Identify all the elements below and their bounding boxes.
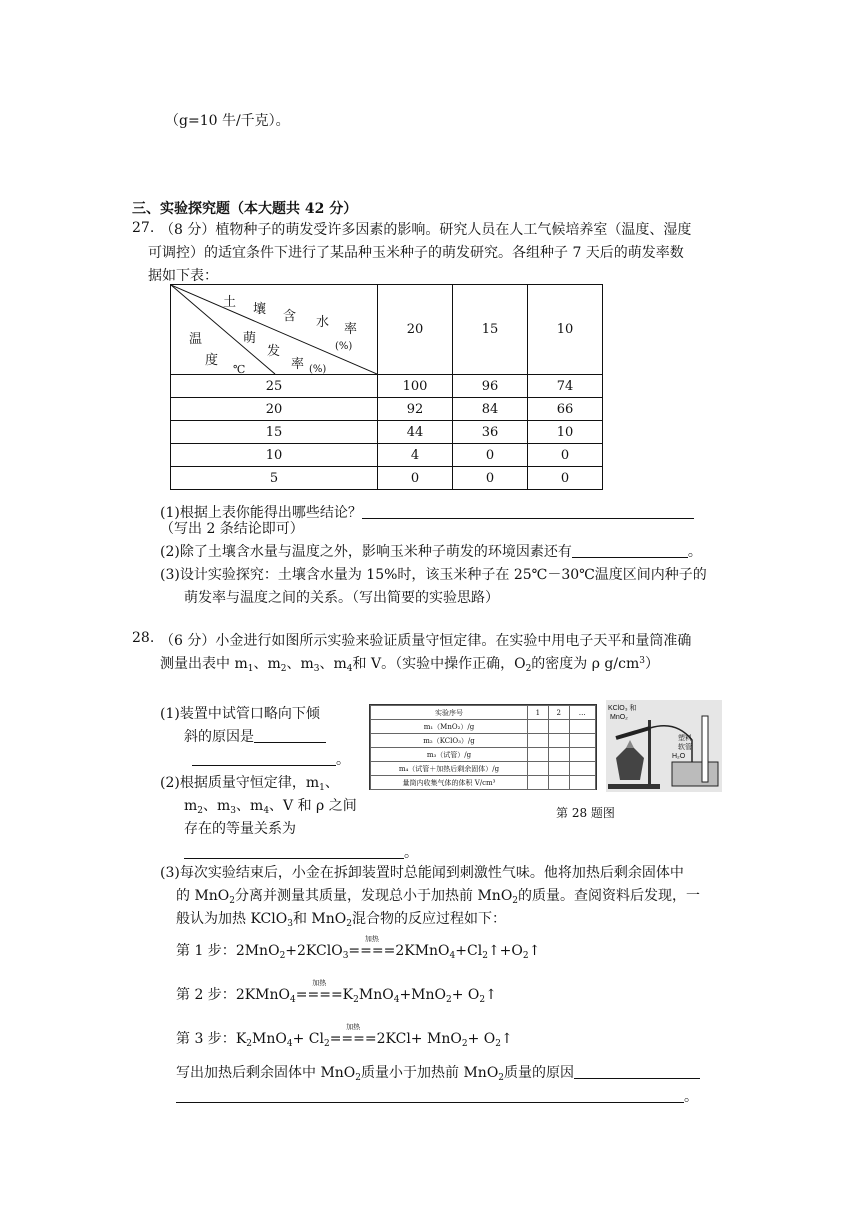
subscript: 1 (319, 783, 325, 793)
text: 写出加热后剩余固体中 MnO (176, 1065, 356, 1081)
col-header-15: 15 (453, 285, 528, 375)
diag-top-5: (%) (335, 341, 353, 352)
subscript: 2 (525, 664, 532, 674)
stand-base (608, 784, 660, 789)
cell: 36 (453, 421, 528, 444)
reaction-step-3: 第 3 步：$K_2MnO_4+ Cl_2$ 加热 $====2KCl+ MnO_2+ O_2↑$ (176, 1023, 513, 1049)
subscript: 4 (346, 664, 353, 674)
subscript: 3 (342, 951, 349, 961)
answer-blank[interactable] (574, 1064, 700, 1079)
diag-top-0: 土 (223, 295, 237, 310)
q27-sub2 (160, 541, 702, 561)
text: 测量出表中 m (160, 656, 248, 672)
diag-top-1: 壤 (253, 302, 267, 317)
q28-sub1-line2 (184, 726, 326, 746)
q27-number: 27. (132, 220, 155, 236)
text: 的 MnO (176, 888, 230, 904)
subscript: 2 (280, 664, 287, 674)
answer-blank[interactable] (362, 504, 694, 519)
q28-sub2-line1 (160, 772, 339, 793)
subscript: 2 (323, 1039, 330, 1049)
row-temp: 10 (171, 444, 378, 467)
text: 混合物的反应过程如下： (351, 911, 506, 927)
figure-cell (548, 734, 569, 748)
cell: 0 (528, 444, 603, 467)
diag-top-2: 含 (283, 309, 297, 324)
text: 。 (336, 752, 350, 768)
subscript: 2 (512, 896, 519, 906)
q28-sub2-line4 (184, 842, 418, 862)
q28-final-line1 (176, 1062, 700, 1083)
figure-table-row (371, 748, 596, 762)
col-header-20: 20 (378, 285, 453, 375)
q28-sub1-line1: (1)装置中试管口略向下倾 (160, 706, 320, 722)
subscript: 2 (246, 1039, 253, 1049)
subscript: 2 (279, 951, 286, 961)
row-temp: 20 (171, 398, 378, 421)
reaction-step-2: 第 2 步：2KMnO$_4$ 加热 $====K_2MnO_4+MnO_2+$ $O_2↑$ (176, 979, 497, 1005)
diag-mid-0: 萌 (243, 331, 257, 346)
apparatus-label-reagent: KClO₃ 和 (608, 705, 637, 712)
subscript: 2 (229, 896, 236, 906)
cell: 100 (378, 375, 453, 398)
col-header-10: 10 (528, 285, 603, 375)
figure-caption: 第 28 题图 (556, 806, 615, 820)
q27-intro-line2: 可调控）的适宜条件下进行了某品种玉米种子的萌发研究。各组种子 7 天后的萌发率数 (148, 245, 684, 261)
figure-row-label: m₂（KClO₃）/g (371, 734, 528, 748)
q27-sub2-text: (2)除了土壤含水量与温度之外，影响玉米种子萌发的环境因素还有 (160, 544, 572, 560)
figure-header-cell: 1 (528, 706, 549, 720)
figure-table-header (371, 706, 596, 720)
diag-left-1: 度 (205, 353, 219, 368)
text: 质量小于加热前 MnO (361, 1065, 499, 1081)
heating-condition: 加热 ==== (348, 935, 396, 959)
answer-blank[interactable] (192, 751, 336, 766)
figure-cell (548, 720, 569, 734)
q27-sub1-note: （写出 2 条结论即可） (160, 521, 304, 537)
text: 、m (236, 798, 264, 814)
diag-top-3: 水 (316, 315, 330, 330)
text: 和 V。（实验中操作正确，O (352, 656, 526, 672)
text: 、m (253, 656, 281, 672)
cell: 0 (453, 467, 528, 490)
text: 分离并测量其质量，发现总小于加热前 MnO (235, 888, 513, 904)
q28-sub1-line3 (192, 749, 350, 769)
heating-condition: 加热 ==== (295, 979, 343, 1003)
figure-table-row (371, 776, 596, 790)
q27-sub1-text: (1)根据上表你能得出哪些结论？ (160, 505, 362, 521)
subscript: 2 (346, 919, 352, 929)
text: 、m (319, 656, 347, 672)
figure-cell (569, 748, 595, 762)
text: 、m (203, 798, 231, 814)
figure-cell (528, 762, 549, 776)
diag-mid-2: 率 (291, 357, 305, 372)
q28-intro-line2 (160, 653, 659, 674)
cell: 10 (528, 421, 603, 444)
q28-sub2-line3: 存在的等量关系为 (184, 821, 296, 837)
diag-left-2: ℃ (233, 363, 246, 374)
cell: 74 (528, 375, 603, 398)
cell: 0 (528, 467, 603, 490)
row-temp: 25 (171, 375, 378, 398)
cell: 4 (378, 444, 453, 467)
subscript: 4 (290, 995, 296, 1005)
table-header-row (171, 285, 603, 375)
q28-number: 28. (132, 630, 155, 646)
text: 的密度为 ρ g/cm (531, 656, 640, 672)
subscript: 4 (393, 995, 400, 1005)
figure-row-label: m₁（MnO₂）/g (371, 720, 528, 734)
subscript: 2 (353, 995, 359, 1005)
diag-top-4: 率 (344, 322, 358, 337)
figure-table-row (371, 720, 596, 734)
heating-condition: 加热 ==== (329, 1023, 377, 1047)
text: (2)根据质量守恒定律，m (160, 775, 320, 791)
apparatus-illustration (606, 700, 722, 792)
q28-sub3-line2 (176, 885, 700, 906)
row-temp: 5 (171, 467, 378, 490)
answer-blank[interactable] (184, 844, 404, 859)
figure-header-cell: 2 (548, 706, 569, 720)
text: 、V 和 ρ 之间 (269, 798, 357, 814)
heat-label: 加热 (312, 979, 327, 987)
table-row (171, 467, 603, 490)
diag-mid-1: 发 (267, 344, 281, 359)
row-temp: 15 (171, 421, 378, 444)
figure-table-row (371, 734, 596, 748)
q27-intro-line3: 据如下表： (148, 268, 218, 284)
reaction-step-1: 第 1 步：2MnO$_2$+2KClO$_3$ 加热 $====2KMnO_4+Cl_2↑+O_2↑$ (176, 935, 541, 961)
q27-intro-line1: （8 分）植物种子的萌发受许多因素的影响。研究人员在人工气候培养室（温度、湿度 (160, 222, 692, 238)
q27-sub3-line1: (3)设计实验探究：土壤含水量为 15%时，该玉米种子在 25℃－30℃温度区间内种子的 (160, 567, 707, 583)
diag-mid-3: (%) (309, 364, 327, 374)
subscript: 2 (495, 1039, 501, 1049)
subscript: 1 (247, 664, 254, 674)
figure-cell (528, 748, 549, 762)
text: 。 (404, 845, 418, 861)
figure-row-label: m₃（试管）/g (371, 748, 528, 762)
answer-blank[interactable] (176, 1088, 684, 1103)
step-label: 第 3 步： (176, 1031, 236, 1047)
subscript: 2 (498, 1073, 505, 1083)
figure-cell (548, 748, 569, 762)
figure-cell (528, 734, 549, 748)
subscript: 2 (446, 995, 452, 1005)
q28-data-table-figure (369, 704, 597, 790)
subscript: 4 (263, 806, 270, 816)
diagonal-header-cell (171, 285, 378, 375)
text: 斜的原因是 (184, 729, 254, 745)
figure-row-label: m₄（试管＋加热后剩余固体）/g (371, 762, 528, 776)
subscript: 2 (482, 951, 488, 961)
heat-label: 加热 (364, 935, 379, 943)
cell: 66 (528, 398, 603, 421)
gravity-note: （g=10 牛/千克）。 (165, 113, 290, 129)
text: 、 (324, 775, 339, 791)
figure-table-row (371, 762, 596, 776)
cell: 92 (378, 398, 453, 421)
subscript: 4 (449, 951, 456, 961)
subscript: 3 (230, 806, 237, 816)
cell: 84 (453, 398, 528, 421)
step-label: 第 1 步： (176, 943, 236, 959)
apparatus-label-tube: 软管 (678, 744, 692, 751)
cell: 0 (378, 467, 453, 490)
figure-cell (569, 720, 595, 734)
apparatus-label-mno2: MnO₂ (610, 714, 628, 721)
subscript: 2 (461, 1039, 468, 1049)
text: 般认为加热 KClO (176, 911, 288, 927)
cell: 96 (453, 375, 528, 398)
subscript: 2 (522, 951, 529, 961)
text: ） (644, 656, 659, 672)
figure-row-label: 量筒内收集气体的体积 V/cm³ (371, 776, 528, 790)
figure-cell (569, 734, 595, 748)
table-row (171, 444, 603, 467)
subscript: 2 (355, 1073, 362, 1083)
text: 和 MnO (292, 911, 347, 927)
cell: 44 (378, 421, 453, 444)
cell: 0 (453, 444, 528, 467)
apparatus-label-plastic: 塑料 (678, 735, 692, 742)
answer-blank[interactable] (572, 543, 688, 558)
q27-sub2-end: 。 (687, 544, 702, 560)
text: 质量的原因 (504, 1065, 575, 1081)
q28-sub3-line1: (3)每次实验结束后，小金在拆卸装置时总能闻到刺激性气味。他将加热后剩余固体中 (160, 865, 684, 881)
step-label: 第 2 步： (176, 987, 236, 1003)
heat-label: 加热 (346, 1023, 361, 1031)
figure-cell (548, 762, 569, 776)
table-row (171, 375, 603, 398)
text: 的质量。查阅资料后发现，一 (518, 888, 701, 904)
table-row (171, 421, 603, 444)
text: 。 (684, 1089, 698, 1105)
superscript: 3 (639, 656, 645, 666)
measuring-cylinder (702, 716, 708, 782)
figure-header-cell: 实验序号 (371, 706, 528, 720)
figure-table (370, 705, 596, 790)
subscript: 2 (479, 995, 486, 1005)
q28-sub3-line3 (176, 908, 506, 929)
q27-sub3-line2: 萌发率与温度之间的关系。（写出简要的实验思路） (184, 590, 499, 606)
subscript: 3 (287, 919, 293, 929)
subscript: 3 (313, 664, 320, 674)
figure-cell (569, 762, 595, 776)
germination-table (170, 284, 603, 490)
figure-cell (569, 776, 595, 790)
subscript: 2 (197, 806, 204, 816)
water-trough (672, 762, 718, 786)
subscript: 4 (286, 1039, 293, 1049)
answer-blank[interactable] (254, 728, 326, 743)
q28-sub2-line2 (184, 795, 357, 816)
figure-cell (528, 720, 549, 734)
figure-cell (548, 776, 569, 790)
figure-header-cell: … (569, 706, 595, 720)
q28-intro-line1: （6 分）小金进行如图所示实验来验证质量守恒定律。在实验中用电子天平和量筒准确 (160, 633, 692, 649)
q28-final-line2 (176, 1086, 698, 1106)
text: m (184, 798, 198, 814)
figure-cell (528, 776, 549, 790)
table-row (171, 398, 603, 421)
diag-left-0: 温 (189, 332, 203, 347)
text: 、m (286, 656, 314, 672)
apparatus-label-water: H₂O (672, 753, 686, 760)
section-title: 三、实验探究题（本大题共 42 分） (132, 201, 358, 217)
